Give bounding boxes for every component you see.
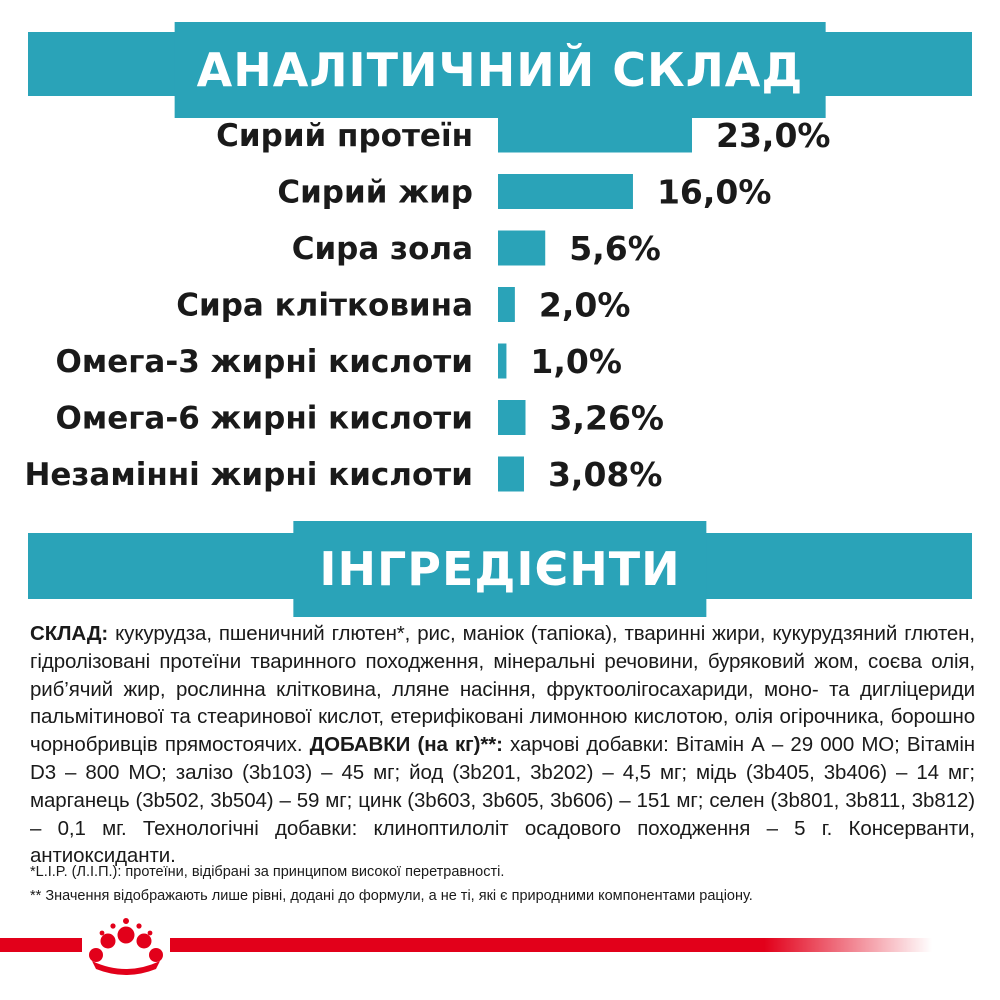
value-label: 5,6% (569, 229, 661, 268)
value-label: 2,0% (538, 285, 631, 325)
value-label: 23,0% (716, 116, 831, 155)
royal-canin-crown-icon (82, 915, 170, 975)
bar (498, 287, 515, 322)
value-label: 3,08% (547, 455, 663, 494)
ingredients-text (30, 620, 975, 870)
analysis-banner (28, 32, 972, 96)
category-label: Сирий протеїн (216, 118, 473, 154)
category-label: Сира клітковина (176, 287, 473, 324)
nutrient-bar-chart (0, 100, 1000, 500)
footnote-lip: *L.I.P. (Л.І.П.): протеїни, відібрані за принципом високої перетравності. (30, 864, 505, 880)
value-label: 16,0% (656, 172, 772, 212)
value-label: 3,26% (549, 398, 664, 438)
bar (498, 174, 633, 209)
additives-text: харчові добавки: Вітамін А – 29 000 МО; Вітамін D3 – 800 МО; залізо (3b103) – 45 мг; йод (3b201, 3b202) – 4,5 мг; мідь (3b405, 3b406) – 14 мг; марганець (3b502, 3b504) – 59 мг; цинк (3b603, 3b605, 3b606) – 151 мг; селен (3b801, 3b811, 3b812) – 0,1 мг. Технологічні добавки: клиноптилоліт осадового походження – 5 г. Консерванти, антиоксиданти. (30, 733, 975, 868)
category-label: Сирий жир (277, 174, 473, 211)
bar (498, 400, 525, 435)
brand-line-right (170, 938, 932, 952)
category-label: Незамінні жирні кислоти (24, 457, 473, 493)
composition-text: кукурудза, пшеничний глютен*, рис, маніок (тапіока), тваринні жири, кукурудзяний глютен, гідролізовані протеїни тваринного походження, мінеральні речовини, буряковий жом, соєва олія, риб’ячий жир, рослинна клітковина, лляне насіння, фруктоолігосахариди, моно- та дигліцериди пальмітинової та стеаринової кислот, етерифіковані лимонною кислотою, олія огірочника, борошно чорнобривців прямостоячих. (30, 622, 975, 757)
ingredients-title: ІНГРЕДІЄНТИ (293, 521, 706, 617)
category-label: Омега-6 жирні кислоти (55, 400, 473, 437)
category-label: Сира зола (291, 231, 473, 267)
brand-line-left (0, 938, 82, 952)
footnote-values: ** Значення відображають лише рівні, додані до формули, а не ті, які є природними компонентами раціону. (30, 888, 753, 904)
additives-label: ДОБАВКИ (на кг)**: (309, 733, 503, 757)
analysis-title: АНАЛІТИЧНИЙ СКЛАД (175, 22, 826, 118)
composition-label: СКЛАД: (30, 622, 109, 645)
ingredients-banner (28, 533, 972, 599)
bar (498, 231, 545, 266)
bar (498, 118, 692, 153)
footnotes (30, 860, 975, 908)
value-label: 1,0% (530, 342, 622, 381)
bar (498, 344, 506, 379)
category-label: Омега-3 жирні кислоти (55, 344, 473, 380)
bar (498, 457, 524, 492)
